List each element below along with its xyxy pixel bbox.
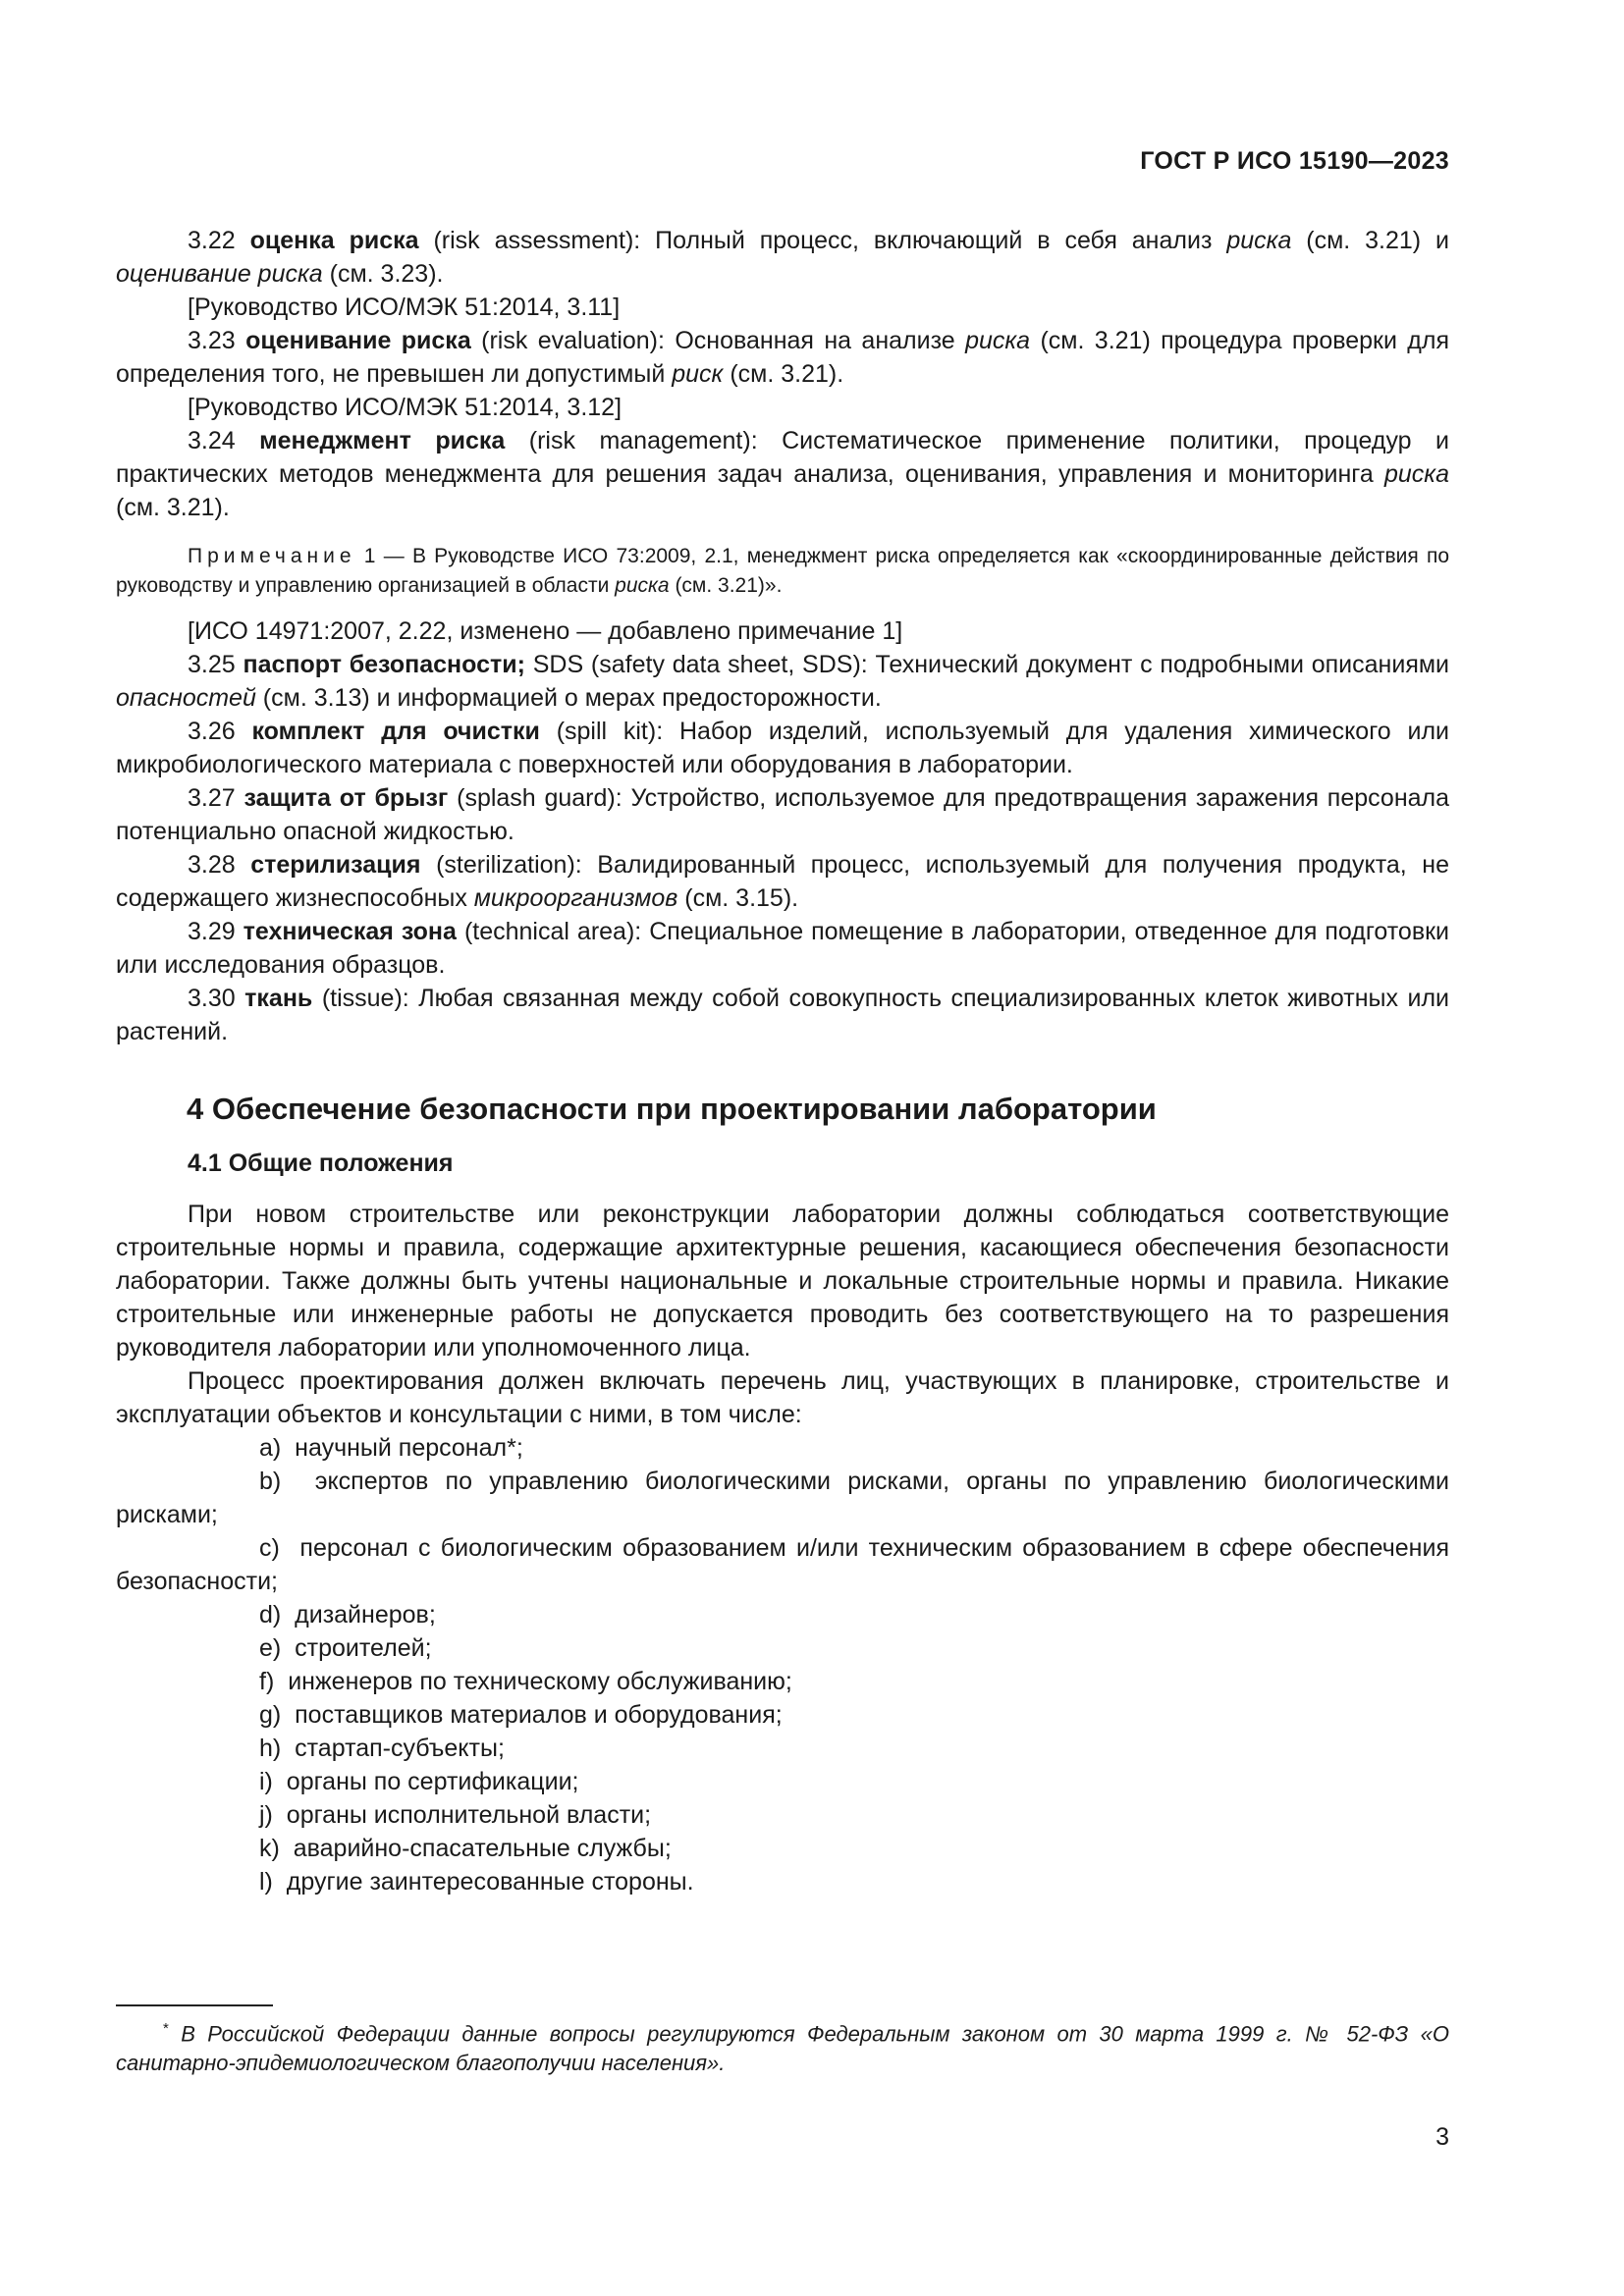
term-number: 3.27 [188, 784, 236, 812]
list-marker: i) [259, 1768, 273, 1795]
section-paragraph: При новом строительстве или реконструкции лаборатории должны соблюдаться соответствующие строительные нормы и правила, содержащие архитектурные решения, касающиеся обеспечения безопасности лаборатории. Также должны быть учтены национальные и локальные строительные нормы и правила. Никакие строительные или инженерные работы не допускается проводить без соответствующего на то разрешения руководителя лаборатории или уполномоченного лица. [116, 1201, 1449, 1362]
term-english: (spill kit): [556, 718, 679, 745]
footnote-mark: * [163, 2020, 169, 2037]
note-label: Примечание [188, 545, 356, 567]
term-text: Специальное помещение в лаборатории, отведенное для подготовки или исследования образцов. [116, 918, 1449, 979]
term-ref: риск [672, 360, 724, 388]
document-header: ГОСТ Р ИСО 15190—2023 [1140, 147, 1449, 175]
term-3-26 [116, 715, 1449, 781]
term-name: менеджмент риска [259, 427, 506, 454]
term-number: 3.23 [188, 327, 236, 354]
term-source: [Руководство ИСО/МЭК 51:2014, 3.11] [188, 294, 621, 321]
list-text: экспертов по управлению биологическими рисками, органы по управлению биологическими рисками; [116, 1468, 1449, 1528]
list-text: научный персонал*; [295, 1434, 523, 1462]
term-text: (см. 3.21) процедура проверки для определения того, не превышен ли допустимый [116, 327, 1450, 388]
term-source: [Руководство ИСО/МЭК 51:2014, 3.12] [188, 394, 623, 421]
list-item [116, 1665, 1449, 1698]
list-marker: h) [259, 1735, 282, 1762]
term-note [116, 542, 1449, 601]
list-item [116, 1865, 1449, 1898]
term-english: (risk evaluation): [481, 327, 676, 354]
term-text: (см. 3.23). [322, 260, 444, 288]
term-3-23 [116, 324, 1449, 391]
list-text: другие заинтересованные стороны. [286, 1868, 694, 1896]
section-paragraph: Процесс проектирования должен включать перечень лиц, участвующих в планировке, строительстве и эксплуатации объектов и консультации с ними, в том числе: [116, 1367, 1449, 1428]
term-text: (см. 3.15). [677, 884, 799, 912]
list-item [116, 1732, 1449, 1765]
term-number: 3.30 [188, 985, 236, 1012]
list-marker: l) [259, 1868, 273, 1896]
term-text: Технический документ с подробными описаниями [875, 651, 1450, 678]
list-marker: j) [259, 1801, 273, 1829]
term-text: Систематическое применение политики, процедур и практических методов менеджмента для решения задач анализа, оценивания, управления и мониторинга [116, 427, 1449, 488]
term-3-28 [116, 848, 1449, 915]
list-item [116, 1598, 1449, 1631]
list-item [116, 1465, 1449, 1531]
term-text: Набор изделий, используемый для удаления химического или микробиологического материала с поверхностей или оборудования в лаборатории. [116, 718, 1449, 778]
term-name: оценка риска [249, 227, 419, 254]
list-marker: b) [259, 1468, 282, 1495]
page-number: 3 [1435, 2123, 1449, 2151]
list-marker: e) [259, 1634, 282, 1662]
term-number: 3.26 [188, 718, 236, 745]
list-text: поставщиков материалов и оборудования; [295, 1701, 783, 1729]
term-number: 3.24 [188, 427, 236, 454]
term-text: (см. 3.21). [116, 494, 230, 521]
term-english: (risk management): [528, 427, 783, 454]
list-text: инженеров по техническому обслуживанию; [288, 1668, 792, 1695]
term-3-30 [116, 982, 1449, 1048]
participants-list [116, 1431, 1449, 1898]
term-number: 3.25 [188, 651, 236, 678]
term-name: оценивание риска [245, 327, 471, 354]
term-name: ткань [244, 985, 313, 1012]
term-ref: риска [1383, 460, 1449, 488]
term-text: Валидированный процесс, используемый для получения продукта, не содержащего жизнеспособных [116, 851, 1449, 912]
term-ref: микроорганизмов [473, 884, 678, 912]
term-ref: оценивание риска [116, 260, 323, 288]
list-marker: k) [259, 1835, 280, 1862]
list-text: органы по сертификации; [286, 1768, 579, 1795]
term-text: Полный процесс, включающий в себя анализ [655, 227, 1227, 254]
note-ref: риска [615, 574, 670, 597]
term-english: (technical area): [463, 918, 650, 945]
subsection-heading: 4.1 Общие положения [188, 1149, 454, 1177]
term-3-27 [116, 781, 1449, 848]
list-item [116, 1531, 1449, 1598]
term-name: комплект для очистки [251, 718, 540, 745]
term-name: стерилизация [250, 851, 421, 879]
term-english: SDS (safety data sheet, SDS): [532, 651, 876, 678]
term-english: (risk assessment): [433, 227, 656, 254]
term-3-24 [116, 424, 1449, 524]
term-text: Устройство, используемое для предотвращения заражения персонала потенциально опасной жидкостью. [116, 784, 1450, 845]
list-marker: d) [259, 1601, 282, 1629]
term-english: (sterilization): [436, 851, 598, 879]
term-3-25 [116, 648, 1449, 715]
term-name: паспорт безопасности; [243, 651, 525, 678]
footnote-divider [116, 2004, 273, 2006]
term-text: Основанная на анализе [675, 327, 966, 354]
term-3-22 [116, 224, 1449, 291]
term-source: [ИСО 14971:2007, 2.22, изменено — добавлено примечание 1] [188, 617, 903, 645]
list-marker: a) [259, 1434, 282, 1462]
list-item [116, 1798, 1449, 1832]
list-marker: c) [259, 1534, 280, 1562]
section-heading: 4 Обеспечение безопасности при проектировании лаборатории [187, 1092, 1157, 1126]
term-text: (см. 3.21). [723, 360, 844, 388]
term-name: техническая зона [243, 918, 457, 945]
list-item [116, 1832, 1449, 1865]
footnote [116, 2014, 1449, 2078]
term-3-29 [116, 915, 1449, 982]
term-ref: опасностей [116, 684, 256, 712]
list-text: строителей; [295, 1634, 432, 1662]
term-number: 3.29 [188, 918, 236, 945]
note-text: 1 — В Руководстве ИСО 73:2009, 2.1, менеджмент риска определяется как «скоординированные действия по руководству и управлению организацией в области [116, 545, 1449, 597]
term-number: 3.22 [188, 227, 236, 254]
list-item [116, 1765, 1449, 1798]
term-ref: риска [965, 327, 1031, 354]
document-body [116, 224, 1449, 1898]
term-text: Любая связанная между собой совокупность специализированных клеток животных или растений. [116, 985, 1450, 1045]
term-number: 3.28 [188, 851, 236, 879]
list-item [116, 1431, 1449, 1465]
note-text: (см. 3.21)». [669, 574, 783, 597]
term-name: защита от брызг [244, 784, 449, 812]
term-text: (см. 3.13) и информацией о мерах предосторожности. [255, 684, 882, 712]
list-marker: g) [259, 1701, 282, 1729]
list-item [116, 1698, 1449, 1732]
term-english: (tissue): [321, 985, 419, 1012]
term-ref: риска [1226, 227, 1292, 254]
list-text: дизайнеров; [295, 1601, 436, 1629]
list-text: аварийно-спасательные службы; [293, 1835, 672, 1862]
list-text: персонал с биологическим образованием и/или техническим образованием в сфере обеспечения безопасности; [116, 1534, 1449, 1595]
list-text: стартап-субъекты; [295, 1735, 505, 1762]
list-marker: f) [259, 1668, 275, 1695]
term-english: (splash guard): [457, 784, 631, 812]
footnote-text: В Российской Федерации данные вопросы регулируются Федеральным законом от 30 марта 1999 г. № 52-ФЗ «О санитарно-эпидемиологическом благополучии населения». [116, 2021, 1449, 2076]
term-text: (см. 3.21) и [1291, 227, 1449, 254]
list-text: органы исполнительной власти; [286, 1801, 652, 1829]
list-item [116, 1631, 1449, 1665]
